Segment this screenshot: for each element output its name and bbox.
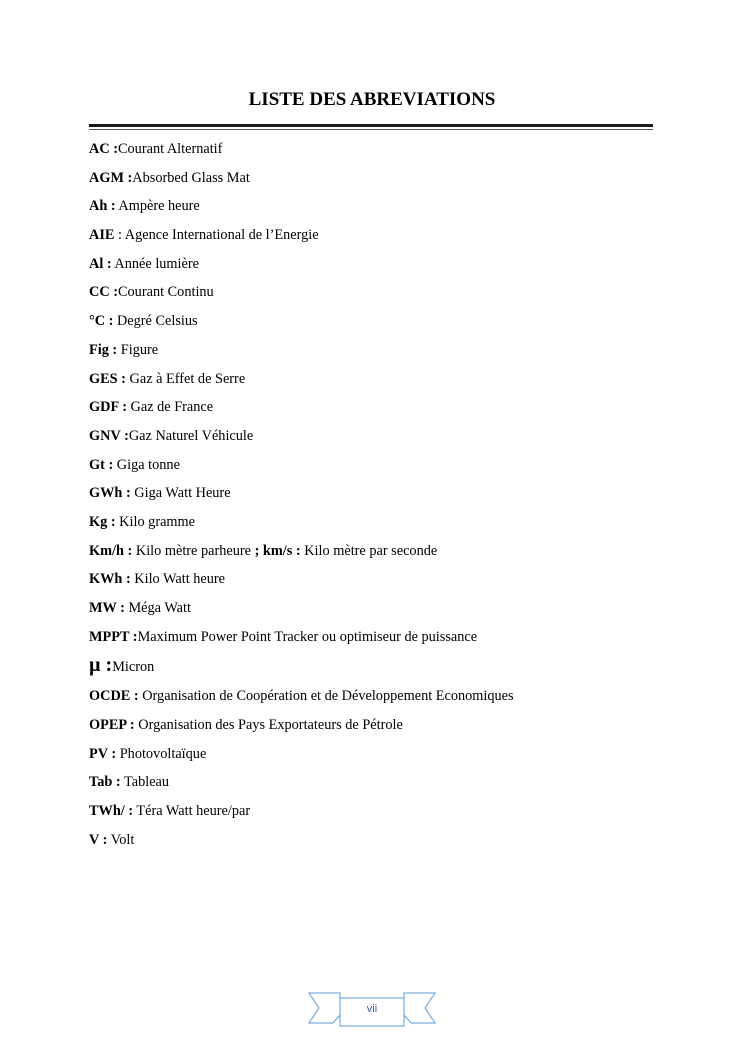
abbreviation-definition: Giga tonne	[113, 456, 180, 473]
abbreviation-entry	[89, 255, 689, 273]
abbreviation-entry	[89, 427, 689, 445]
abbreviation-term: GNV :	[89, 427, 129, 444]
abbreviation-term: Kg :	[89, 513, 116, 530]
abbreviation-entry	[89, 197, 689, 215]
abbreviation-entry	[89, 570, 689, 588]
abbreviation-entry	[89, 745, 689, 763]
abbreviation-term: MW :	[89, 600, 125, 616]
abbreviation-definition: Kilo Watt heure	[130, 571, 225, 588]
abbreviation-entry-micron	[89, 656, 689, 676]
abbreviation-term: OPEP :	[89, 717, 135, 734]
abbreviation-definition: Maximum Power Point Tracker ou optimiseur de puissance	[137, 628, 478, 645]
abbreviation-definition: Figure	[117, 341, 159, 358]
abbreviation-definition: Méga Watt	[124, 600, 191, 616]
abbreviation-definition: Volt	[107, 831, 135, 848]
abbreviation-term: V :	[89, 831, 108, 848]
abbreviation-entry	[89, 312, 689, 330]
abbreviation-entry	[89, 484, 689, 502]
abbreviation-definition: Courant Alternatif	[118, 141, 223, 157]
abbreviation-definition: Gaz de France	[126, 399, 214, 416]
abbreviation-term: Al :	[89, 255, 112, 272]
abbreviation-term: GWh :	[89, 485, 131, 502]
abbreviation-entry	[89, 628, 689, 646]
abbreviation-entry	[89, 398, 689, 416]
abbreviation-definition: Organisation des Pays Exportateurs de Pétrole	[134, 717, 403, 734]
abbreviation-definition: Courant Continu	[118, 284, 214, 301]
abbreviation-term: GDF :	[89, 399, 127, 416]
abbreviation-entry	[89, 370, 689, 388]
abbreviation-definition-secondary: Kilo mètre par seconde	[300, 542, 438, 559]
abbreviation-entry	[89, 226, 689, 244]
abbreviation-term: Fig :	[89, 341, 118, 358]
abbreviation-definition: Tableau	[120, 774, 170, 791]
abbreviation-definition: Année lumière	[111, 255, 199, 272]
abbreviation-definition: Giga Watt Heure	[130, 485, 231, 502]
abbreviation-definition: Gaz Naturel Véhicule	[128, 427, 254, 444]
abbreviation-term: CC :	[89, 284, 118, 301]
abbreviation-definition: Photovoltaïque	[116, 745, 207, 762]
abbreviation-entry	[89, 341, 689, 359]
abbreviation-term: PV :	[89, 745, 117, 762]
title-divider	[89, 124, 653, 130]
abbreviation-definition: Kilo mètre parheure	[132, 542, 251, 559]
abbreviation-definition: : Agence International de l’Energie	[114, 227, 319, 244]
abbreviation-definition: Kilo gramme	[115, 513, 196, 530]
abbreviation-definition: Absorbed Glass Mat	[132, 169, 250, 186]
abbreviation-entry	[89, 687, 689, 705]
abbreviation-definition: Organisation de Coopération et de Développement Economiques	[138, 688, 514, 705]
abbreviation-term: µ :	[89, 654, 113, 677]
abbreviation-entry	[89, 542, 689, 560]
abbreviation-entry	[89, 169, 689, 187]
abbreviation-entry	[89, 831, 689, 849]
abbreviation-term-secondary: ; km/s :	[251, 542, 301, 559]
abbreviation-list	[89, 140, 689, 860]
abbreviation-term: KWh :	[89, 571, 131, 588]
abbreviation-entry	[89, 773, 689, 791]
abbreviation-term: Ah :	[89, 198, 116, 215]
page-number: vii	[366, 1003, 378, 1015]
abbreviation-term: AGM :	[89, 169, 133, 186]
abbreviation-entry	[89, 802, 689, 820]
abbreviation-entry	[89, 513, 689, 531]
abbreviation-entry	[89, 140, 689, 158]
abbreviation-term: Gt :	[89, 456, 114, 473]
abbreviation-definition: Micron	[112, 659, 155, 676]
abbreviation-term: GES :	[89, 370, 126, 387]
abbreviation-term: AIE	[89, 227, 115, 244]
abbreviation-entry	[89, 716, 689, 734]
abbreviation-term: AC :	[89, 141, 118, 157]
abbreviation-term: Km/h :	[89, 542, 133, 559]
abbreviation-term: Tab :	[89, 774, 121, 791]
abbreviation-definition: Ampère heure	[115, 198, 200, 215]
abbreviation-entry	[89, 456, 689, 474]
page-title: LISTE DES ABREVIATIONS	[248, 89, 496, 110]
abbreviation-term: °C :	[89, 313, 114, 330]
abbreviation-definition: Gaz à Effet de Serre	[125, 370, 246, 387]
divider-thick-line	[89, 124, 653, 127]
abbreviation-definition: Téra Watt heure/par	[133, 803, 251, 820]
abbreviation-entry	[89, 599, 689, 617]
abbreviation-term: TWh/ :	[89, 803, 134, 820]
page-number-ribbon	[307, 990, 437, 1028]
abbreviation-definition: Degré Celsius	[113, 313, 198, 330]
abbreviation-term: MPPT :	[89, 628, 138, 645]
abbreviation-term: OCDE :	[89, 688, 139, 705]
divider-thin-line	[89, 129, 653, 130]
abbreviation-entry	[89, 283, 689, 301]
